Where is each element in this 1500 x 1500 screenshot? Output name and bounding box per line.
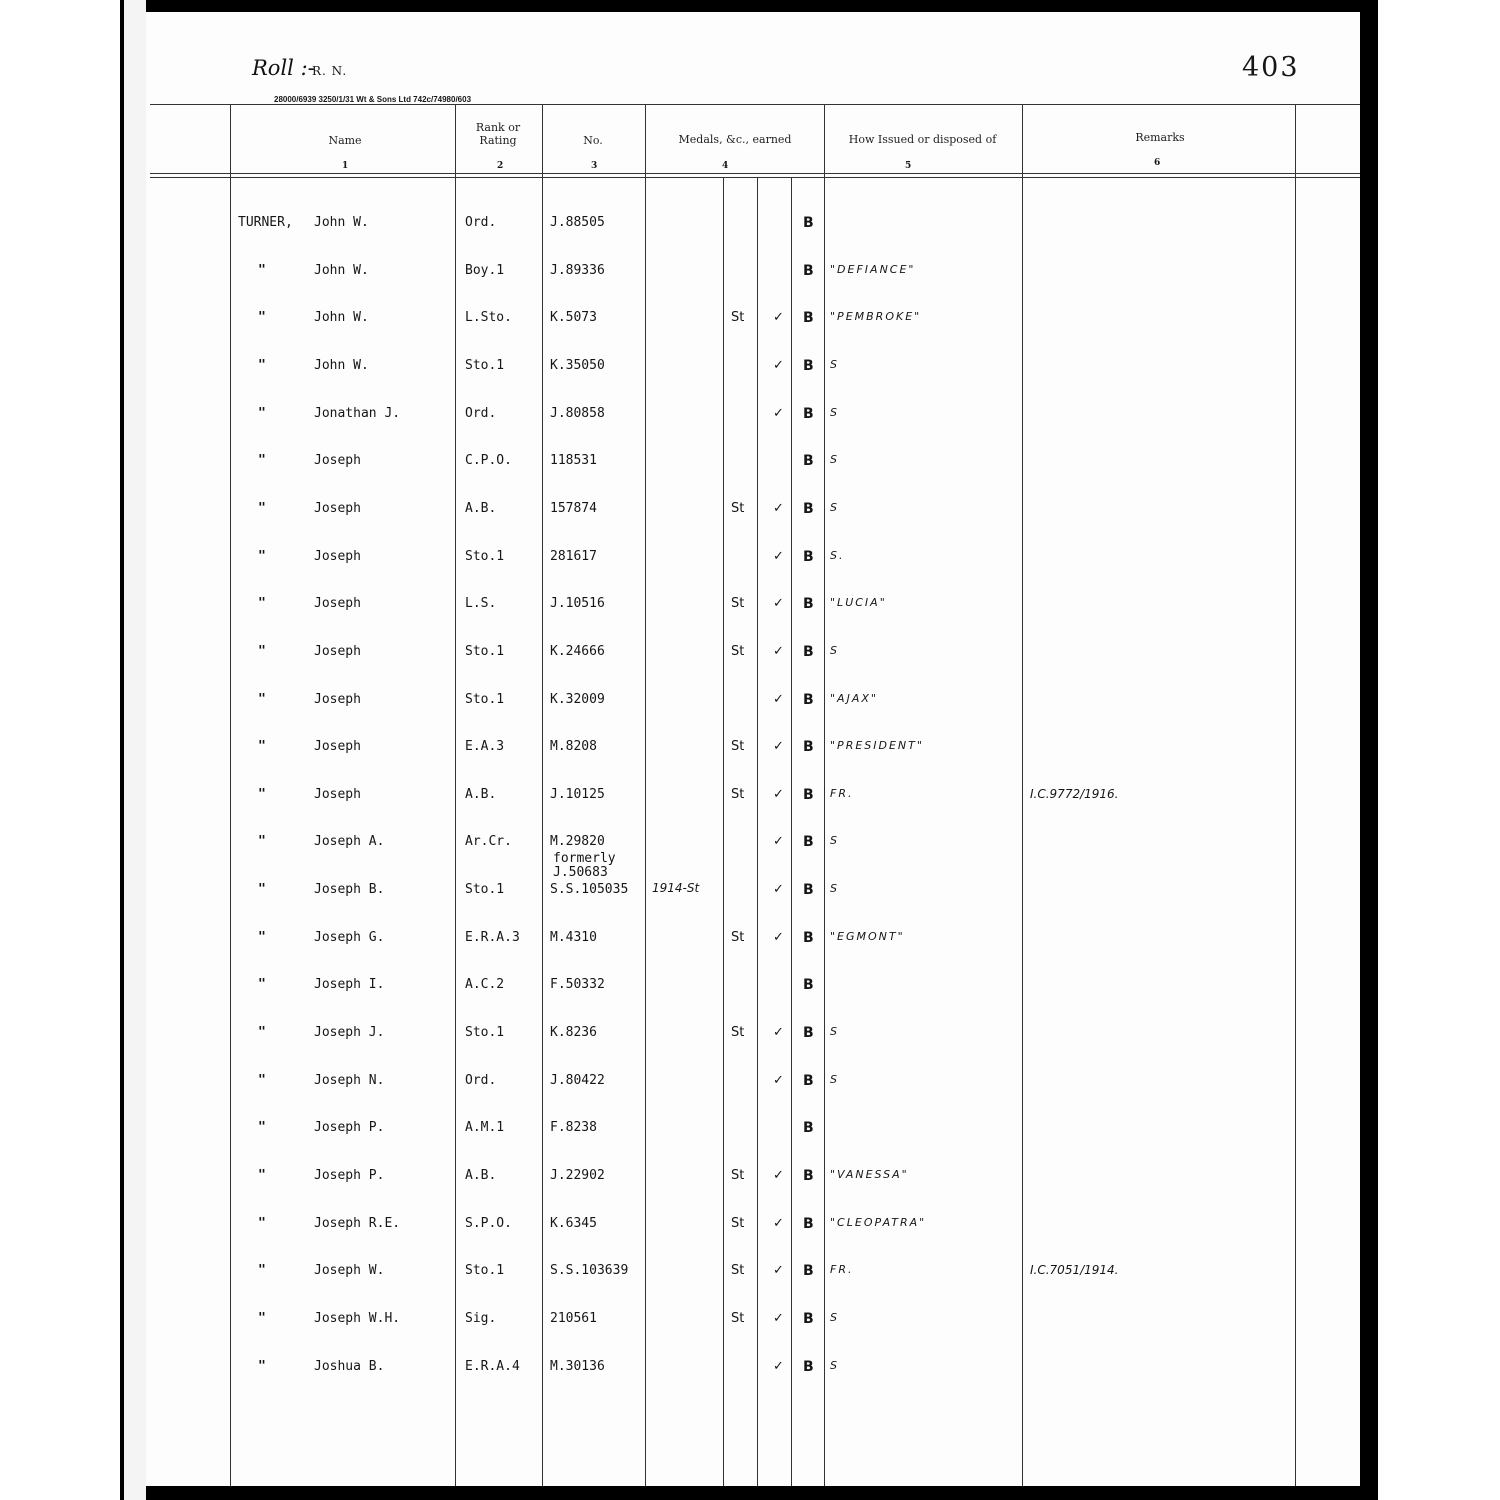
- table-row: [0, 596, 1500, 620]
- cell-rank: L.S.: [465, 596, 497, 611]
- cell-tick: ✓: [773, 834, 784, 849]
- table-row: [0, 310, 1500, 334]
- cell-issued: S: [830, 644, 839, 657]
- cell-first: Joseph: [314, 644, 361, 659]
- cell-bmark: B: [803, 834, 814, 850]
- cell-rank: A.B.: [465, 501, 497, 516]
- cell-star: St: [731, 501, 745, 516]
- cell-no: M.30136: [550, 1359, 605, 1374]
- cell-first: Joseph W.: [314, 1263, 385, 1278]
- cell-rank: S.P.O.: [465, 1216, 512, 1231]
- cell-tick: ✓: [773, 930, 784, 945]
- cell-first: Joseph: [314, 453, 361, 468]
- cell-star: St: [731, 1311, 745, 1326]
- cell-star: St: [731, 310, 745, 325]
- cell-issued: S: [830, 501, 839, 514]
- cell-no: K.35050: [550, 358, 605, 373]
- cell-ditto: ": [258, 787, 266, 802]
- cell-first: John W.: [314, 263, 369, 278]
- cell-bmark: B: [803, 1073, 814, 1089]
- cell-bmark: B: [803, 406, 814, 422]
- cell-first: Jonathan J.: [314, 406, 401, 421]
- formerly-number: J.50683: [553, 865, 608, 880]
- cell-first: Joseph P.: [314, 1120, 385, 1135]
- header-num-2: 2: [497, 161, 504, 171]
- cell-tick: ✓: [773, 1359, 784, 1374]
- cell-ditto: ": [258, 549, 266, 564]
- cell-tick: ✓: [773, 1025, 784, 1040]
- cell-tick: ✓: [773, 692, 784, 707]
- cell-star: St: [731, 1168, 745, 1183]
- table-row: [0, 977, 1500, 1001]
- table-row: [0, 1263, 1500, 1287]
- cell-tick: ✓: [773, 1168, 784, 1183]
- cell-bmark: B: [803, 596, 814, 612]
- cell-first: Joseph: [314, 501, 361, 516]
- cell-star: St: [731, 787, 745, 802]
- cell-bmark: B: [803, 263, 814, 279]
- cell-bmark: B: [803, 1216, 814, 1232]
- cell-rank: A.M.1: [465, 1120, 505, 1135]
- cell-ditto: ": [258, 1263, 266, 1278]
- cell-ditto: ": [258, 1311, 266, 1326]
- cell-rank: A.B.: [465, 787, 497, 802]
- cell-ditto: ": [258, 1359, 266, 1374]
- cell-first: Joseph: [314, 692, 361, 707]
- cell-tick: ✓: [773, 787, 784, 802]
- cell-tick: ✓: [773, 1216, 784, 1231]
- cell-ditto: ": [258, 692, 266, 707]
- cell-rank: Boy.1: [465, 263, 505, 278]
- cell-no: M.4310: [550, 930, 597, 945]
- cell-issued: "PRESIDENT": [830, 739, 924, 752]
- table-row: [0, 834, 1500, 858]
- cell-issued: "LUCIA": [830, 596, 887, 609]
- cell-first: John W.: [314, 215, 369, 230]
- handwritten-1914-star: 1914-St: [652, 881, 700, 895]
- cell-first: Joseph G.: [314, 930, 385, 945]
- table-row: [0, 1025, 1500, 1049]
- cell-first: Joseph: [314, 549, 361, 564]
- cell-no: K.6345: [550, 1216, 597, 1231]
- cell-ditto: ": [258, 1168, 266, 1183]
- cell-ditto: ": [258, 1025, 266, 1040]
- cell-issued: FR.: [830, 1263, 854, 1276]
- cell-bmark: B: [803, 644, 814, 660]
- table-row: [0, 1311, 1500, 1335]
- cell-star: St: [731, 644, 745, 659]
- cell-ditto: ": [258, 882, 266, 897]
- cell-ditto: ": [258, 834, 266, 849]
- cell-ditto: ": [258, 1120, 266, 1135]
- cell-issued: "EGMONT": [830, 930, 905, 943]
- cell-issued: "DEFIANCE": [830, 263, 916, 276]
- cell-bmark: B: [803, 501, 814, 517]
- table-row: [0, 215, 1500, 239]
- cell-bmark: B: [803, 1120, 814, 1136]
- roll-title: Roll :-: [252, 56, 315, 80]
- table-row: [0, 739, 1500, 763]
- header-num-4: 4: [722, 161, 729, 171]
- cell-bmark: B: [803, 882, 814, 898]
- cell-no: 210561: [550, 1311, 597, 1326]
- cell-star: St: [731, 596, 745, 611]
- cell-remark: I.C.7051/1914.: [1030, 1263, 1119, 1277]
- header-num-3: 3: [591, 161, 598, 171]
- cell-first: Joseph R.E.: [314, 1216, 401, 1231]
- cell-bmark: B: [803, 1311, 814, 1327]
- cell-bmark: B: [803, 549, 814, 565]
- cell-ditto: ": [258, 453, 266, 468]
- cell-rank: Sto.1: [465, 644, 505, 659]
- formerly-label: formerly: [553, 851, 616, 866]
- cell-bmark: B: [803, 692, 814, 708]
- header-num-6: 6: [1154, 158, 1161, 168]
- cell-issued: "CLEOPATRA": [830, 1216, 927, 1229]
- cell-rank: E.R.A.3: [465, 930, 520, 945]
- cell-first: Joseph: [314, 787, 361, 802]
- cell-ditto: ": [258, 977, 266, 992]
- cell-bmark: B: [803, 310, 814, 326]
- cell-remark: I.C.9772/1916.: [1030, 787, 1119, 801]
- cell-no: S.S.103639: [550, 1263, 629, 1278]
- cell-ditto: ": [258, 1073, 266, 1088]
- cell-rank: Sto.1: [465, 358, 505, 373]
- header-num-5: 5: [905, 161, 912, 171]
- cell-star: St: [731, 1263, 745, 1278]
- cell-tick: ✓: [773, 1311, 784, 1326]
- cell-no: M.8208: [550, 739, 597, 754]
- cell-first: Joseph W.H.: [314, 1311, 401, 1326]
- cell-rank: Sto.1: [465, 692, 505, 707]
- cell-issued: "PEMBROKE": [830, 310, 922, 323]
- cell-ditto: ": [258, 1216, 266, 1231]
- cell-rank: E.A.3: [465, 739, 505, 754]
- cell-no: S.S.105035: [550, 882, 629, 897]
- cell-tick: ✓: [773, 882, 784, 897]
- cell-first: Joseph B.: [314, 882, 385, 897]
- table-row: [0, 263, 1500, 287]
- cell-surname: TURNER,: [238, 215, 293, 230]
- cell-no: J.80858: [550, 406, 605, 421]
- cell-no: K.24666: [550, 644, 605, 659]
- table-row: [0, 406, 1500, 430]
- cell-first: Joseph J.: [314, 1025, 385, 1040]
- cell-rank: Sig.: [465, 1311, 497, 1326]
- cell-no: 281617: [550, 549, 597, 564]
- cell-issued: S: [830, 1025, 839, 1038]
- cell-bmark: B: [803, 930, 814, 946]
- cell-ditto: ": [258, 644, 266, 659]
- cell-issued: S: [830, 834, 839, 847]
- cell-rank: Sto.1: [465, 882, 505, 897]
- cell-issued: S: [830, 1359, 839, 1372]
- cell-issued: S: [830, 453, 839, 466]
- cell-first: Joseph N.: [314, 1073, 385, 1088]
- header-no: No.: [583, 134, 603, 147]
- cell-first: Joseph I.: [314, 977, 385, 992]
- header-bottom-rule: [150, 173, 1360, 174]
- cell-bmark: B: [803, 1025, 814, 1041]
- cell-no: J.89336: [550, 263, 605, 278]
- cell-first: Joshua B.: [314, 1359, 385, 1374]
- cell-tick: ✓: [773, 1263, 784, 1278]
- table-row: [0, 1359, 1500, 1383]
- cell-ditto: ": [258, 263, 266, 278]
- table-row: [0, 692, 1500, 716]
- cell-ditto: ": [258, 739, 266, 754]
- cell-star: St: [731, 1025, 745, 1040]
- table-row: [0, 930, 1500, 954]
- roll-subtitle: R. N.: [312, 64, 348, 78]
- cell-tick: ✓: [773, 501, 784, 516]
- printer-imprint: 28000/6939 3250/1/31 Wt & Sons Ltd 742c/74980/603: [274, 95, 472, 104]
- cell-issued: "AJAX": [830, 692, 878, 705]
- cell-bmark: B: [803, 215, 814, 231]
- cell-rank: E.R.A.4: [465, 1359, 520, 1374]
- table-row: [0, 358, 1500, 382]
- table-row: [0, 644, 1500, 668]
- cell-star: St: [731, 930, 745, 945]
- cell-no: K.32009: [550, 692, 605, 707]
- cell-bmark: B: [803, 977, 814, 993]
- cell-bmark: B: [803, 453, 814, 469]
- cell-bmark: B: [803, 739, 814, 755]
- cell-issued: S: [830, 1073, 839, 1086]
- table-row: [0, 1120, 1500, 1144]
- cell-bmark: B: [803, 1168, 814, 1184]
- cell-no: M.29820: [550, 834, 605, 849]
- cell-rank: L.Sto.: [465, 310, 512, 325]
- cell-tick: ✓: [773, 596, 784, 611]
- page-number: 403: [1242, 52, 1300, 83]
- cell-ditto: ": [258, 930, 266, 945]
- cell-tick: ✓: [773, 549, 784, 564]
- table-row: [0, 453, 1500, 477]
- cell-issued: "VANESSA": [830, 1168, 909, 1181]
- cell-bmark: B: [803, 358, 814, 374]
- cell-bmark: B: [803, 1359, 814, 1375]
- cell-no: J.10516: [550, 596, 605, 611]
- cell-tick: ✓: [773, 358, 784, 373]
- cell-no: K.5073: [550, 310, 597, 325]
- cell-no: F.50332: [550, 977, 605, 992]
- cell-first: Joseph A.: [314, 834, 385, 849]
- cell-rank: Ord.: [465, 406, 497, 421]
- header-top-rule: [150, 104, 1360, 105]
- cell-issued: FR.: [830, 787, 854, 800]
- cell-no: J.88505: [550, 215, 605, 230]
- cell-no: J.22902: [550, 1168, 605, 1183]
- cell-rank: Ord.: [465, 215, 497, 230]
- table-row: [0, 882, 1500, 906]
- cell-no: F.8238: [550, 1120, 597, 1135]
- cell-bmark: B: [803, 1263, 814, 1279]
- header-remarks: Remarks: [1135, 131, 1185, 144]
- header-issued: How Issued or disposed of: [848, 133, 997, 146]
- cell-rank: Sto.1: [465, 1263, 505, 1278]
- cell-tick: ✓: [773, 644, 784, 659]
- cell-ditto: ": [258, 310, 266, 325]
- header-name: Name: [328, 134, 362, 147]
- table-row: [0, 1073, 1500, 1097]
- cell-rank: A.C.2: [465, 977, 505, 992]
- cell-issued: S.: [830, 549, 845, 562]
- cell-issued: S: [830, 1311, 839, 1324]
- cell-rank: Sto.1: [465, 549, 505, 564]
- cell-issued: S: [830, 358, 839, 371]
- cell-star: St: [731, 1216, 745, 1231]
- cell-no: 118531: [550, 453, 597, 468]
- cell-no: 157874: [550, 501, 597, 516]
- cell-first: Joseph: [314, 739, 361, 754]
- cell-first: John W.: [314, 358, 369, 373]
- cell-rank: A.B.: [465, 1168, 497, 1183]
- table-row: [0, 1216, 1500, 1240]
- cell-star: St: [731, 739, 745, 754]
- cell-rank: Sto.1: [465, 1025, 505, 1040]
- cell-first: John W.: [314, 310, 369, 325]
- cell-tick: ✓: [773, 739, 784, 754]
- cell-rank: Ar.Cr.: [465, 834, 512, 849]
- cell-bmark: B: [803, 787, 814, 803]
- cell-no: J.10125: [550, 787, 605, 802]
- table-row: [0, 549, 1500, 573]
- cell-first: Joseph: [314, 596, 361, 611]
- cell-first: Joseph P.: [314, 1168, 385, 1183]
- cell-no: K.8236: [550, 1025, 597, 1040]
- cell-ditto: ": [258, 501, 266, 516]
- cell-no: J.80422: [550, 1073, 605, 1088]
- cell-ditto: ": [258, 358, 266, 373]
- cell-issued: S: [830, 882, 839, 895]
- cell-ditto: ": [258, 596, 266, 611]
- cell-rank: C.P.O.: [465, 453, 512, 468]
- header-medals: Medals, &c., earned: [678, 133, 792, 146]
- cell-issued: S: [830, 406, 839, 419]
- table-row: [0, 501, 1500, 525]
- cell-rank: Ord.: [465, 1073, 497, 1088]
- table-row: [0, 1168, 1500, 1192]
- header-num-1: 1: [342, 161, 349, 171]
- cell-tick: ✓: [773, 310, 784, 325]
- header-bottom-rule-2: [150, 177, 1360, 178]
- cell-ditto: ": [258, 406, 266, 421]
- cell-tick: ✓: [773, 406, 784, 421]
- cell-tick: ✓: [773, 1073, 784, 1088]
- table-row: [0, 787, 1500, 811]
- header-rank: Rank or Rating: [475, 121, 521, 147]
